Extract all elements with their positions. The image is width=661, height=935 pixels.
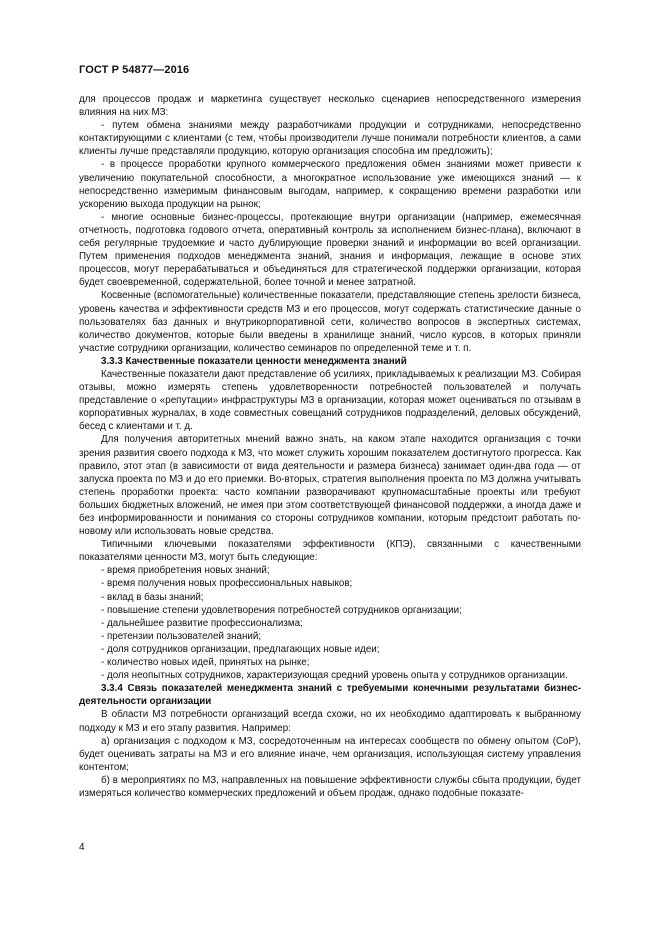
- list-item: - количество новых идей, принятых на рынке;: [101, 657, 310, 669]
- list-item: - время приобретения новых знаний;: [101, 565, 270, 577]
- paragraph: Качественные показатели дают представление об усилиях, прикладываемых к реализации МЗ. Собирая отзывы, можно измерять степень удовлетворенности потребностей пользователей и получать представление о «репутации» инфраструктуры МЗ в организации, которая может оцениваться по отзывам в корпоративных журналах, в ходе совместных совещаний сотрудников подразделений, деловых обсуждений, бесед с клиентами и т. д.: [79, 368, 581, 433]
- list-item: - вклад в базы знаний;: [101, 591, 204, 603]
- list-item: - претензии пользователей знаний;: [101, 630, 262, 642]
- paragraph: б) в мероприятиях по МЗ, направленных на повышение эффективности службы сбыта продукции, будет измеряться количество коммерческих предложений и объем продаж, однако подобные показате-: [79, 774, 581, 799]
- page-number: 4: [79, 842, 85, 853]
- list-item: - доля неопытных сотрудников, характеризующая средний уровень опыта у сотрудников организации.: [101, 670, 568, 682]
- list-item: - путем обмена знаниями между разработчиками продукции и сотрудниками, непосредственно контактирующими с клиентами (с тем, чтобы производители лучше понимали потребности клиентов, а сами клиенты лучше представляли продукцию, которую организация способна им предложить);: [79, 120, 581, 158]
- list-item: - повышение степени удовлетворения потребностей сотрудников организации;: [101, 604, 462, 616]
- document-header: ГОСТ Р 54877—2016: [79, 64, 190, 76]
- section-heading: 3.3.3 Качественные показатели ценности менеджмента знаний: [101, 355, 407, 367]
- section-heading: 3.3.4 Связь показателей менеджмента знаний с требуемыми конечными результатами бизнес-деятельности организации: [79, 683, 581, 708]
- paragraph: а) организация с подходом к МЗ, сосредоточенным на интересах сообществ по обмену опытом (СоР), будет оценивать затраты на МЗ и его влияние иначе, чем организация, использующая систему управления контентом;: [79, 735, 581, 773]
- list-item: - время получения новых профессиональных навыков;: [101, 578, 353, 590]
- paragraph-continuation: для процессов продаж и маркетинга существует несколько сценариев непосредственного измерения влияния на них МЗ:: [79, 94, 581, 119]
- list-item: - дальнейшее развитие профессионализма;: [101, 617, 303, 629]
- paragraph: Косвенные (вспомогательные) количественные показатели, представляющие степень зрелости бизнеса, уровень качества и эффективности средств МЗ и его процессов, могут содержать статистические данные о пользователях баз данных и внутрикорпоративной сети, количество вопросов в экспертных системах, количество документов, которые были введены в хранилище знаний, число курсов, в которых приняли участие сотрудники организации, количество семинаров по определенной теме и т. п.: [79, 290, 581, 354]
- paragraph: В области МЗ потребности организаций всегда схожи, но их необходимо адаптировать к выбранному подходу к МЗ и его этапу развития. Например:: [79, 709, 581, 734]
- document-body: [79, 93, 581, 800]
- paragraph: Для получения авторитетных мнений важно знать, на каком этапе находится организация с точки зрения развития своего подхода к МЗ, что может служить хорошим показателем достигнутого прогресса. Как правило, этот этап (в зависимости от вида деятельности и размера бизнеса) занимает один-два года — от запуска проекта по МЗ и до его приемки. Во-вторых, стратегия выполнения проекта по МЗ должна учитывать степень проработки проекта: часто компании разворачивают крупномасштабные проекты или требуют больших бюджетных вложений, не имея при этом соответствующей финансовой поддержки, а иногда даже и без информированности и понимания со стороны сотрудников компании, которым предстоит работать по-новому или использовать новые средства.: [79, 434, 581, 538]
- paragraph: Типичными ключевыми показателями эффективности (КПЭ), связанными с качественными показателями ценности МЗ, могут быть следующие:: [79, 539, 581, 564]
- list-item: - многие основные бизнес-процессы, протекающие внутри организации (например, ежемесячная отчетность, подготовка годового отчета, оперативный контроль за исполнением бизнес-плана), включают в себя регулярные трудоемкие и часто дублирующие проверки знаний и информации во всей организации. Путем применения подходов менеджмента знаний, знания и информация, лежащие в основе этих процессов, могут перерабатываться и объединяться для стратегической поддержки организации, которая будет своевременной, содержательной, более точной и менее затратной.: [79, 211, 581, 289]
- list-item: - в процессе проработки крупного коммерческого предложения обмен знаниями может привести к увеличению покупательной способности, а многократное использование уже имеющихся знаний — к непосредственно измеримым финансовым выгодам, например, к сокращению времени разработки или ускорению выхода продукции на рынок;: [79, 159, 581, 210]
- list-item: - доля сотрудников организации, предлагающих новые идеи;: [101, 643, 380, 655]
